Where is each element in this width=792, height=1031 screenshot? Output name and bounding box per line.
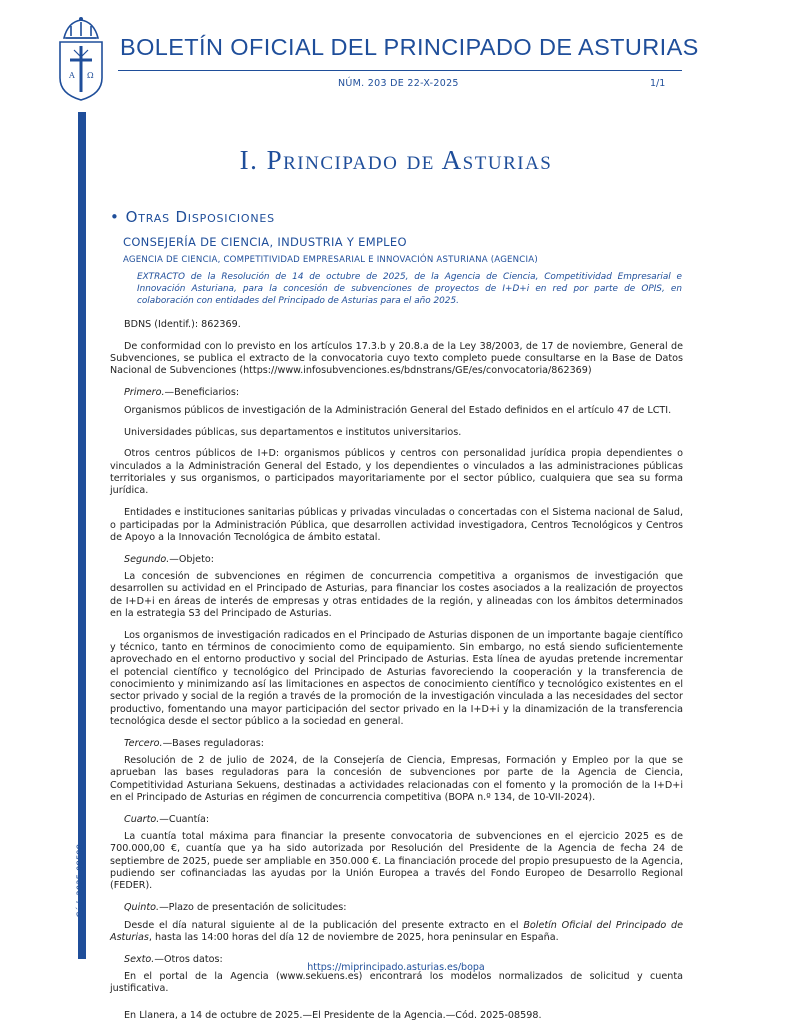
section-heading-primero: Primero.—Beneficiarios: (124, 387, 240, 399)
section-heading-sexto: Sexto.—Otros datos: (124, 953, 223, 965)
extract-summary: EXTRACTO de la Resolución de 14 de octubre de 2025, de la Agencia de Ciencia, Competitividad Empresarial e Innovación Asturiana, para la concesión de subvenciones de proyectos de I+D+i en red por parte de OPIS, en colaboración con entidades del Principado de Asturias para el año 2025. (137, 272, 682, 306)
agency-name: AGENCIA DE CIENCIA, COMPETITIVIDAD EMPRESARIAL E INNOVACIÓN ASTURIANA (AGENCIA) (123, 255, 538, 265)
subsection-title (110, 208, 275, 226)
paragraph: La cuantía total máxima para financiar la presente convocatoria de subvenciones en el ejercicio 2025 es de 700.000,00 €, cuantía que ya ha sido autorizada por Resolución del Presidente de la Agencia de fecha 24 de septiembre de 2025, puede ser ampliable en 350.000 €. La financiación procede del propio presupuesto de la Agencia, pudiendo ser cofinanciadas las ayudas por la Unión Europea a través del Fondo Europeo de Desarrollo Regional (FEDER). (110, 831, 683, 892)
footer-link[interactable]: https://miprincipado.asturias.es/bopa (307, 962, 485, 973)
svg-text:Ω: Ω (87, 71, 94, 80)
section-heading-tercero: Tercero.—Bases reguladoras: (124, 737, 264, 749)
page-number: 1/1 (650, 78, 666, 89)
closing-signature: En Llanera, a 14 de octubre de 2025.—El Presidente de la Agencia.—Cód. 2025-08598. (124, 1009, 542, 1021)
section-heading-segundo: Segundo.—Objeto: (124, 553, 214, 565)
intro-paragraph: De conformidad con lo previsto en los artículos 17.3.b y 20.8.a de la Ley 38/2003, de 17 de noviembre, General de Subvenciones, se publica el extracto de la convocatoria cuyo texto completo puede consultarse en la Base de Datos Nacional de Subvenciones (https://www.infosubvenciones.es/bdnstrans/GE/es/convocatoria/862369) (110, 340, 683, 377)
gazette-title: BOLETÍN OFICIAL DEL PRINCIPADO DE ASTURIAS (120, 34, 699, 60)
paragraph: En el portal de la Agencia (www.sekuens.es) encontrará los modelos normalizados de solicitud y cuenta justificativa. (110, 971, 683, 995)
bdns-reference: BDNS (Identif.): 862369. (124, 319, 241, 330)
side-code: Cód. 2025-08598 (76, 844, 86, 918)
paragraph: Desde el día natural siguiente al de la publicación del presente extracto en el Boletín Oficial del Principado de Asturias, hasta las 14:00 horas del día 12 de noviembre de 2025, hora peninsular en España. (110, 919, 683, 943)
subsection-label: Otras Disposiciones (125, 208, 275, 226)
paragraph: Resolución de 2 de julio de 2024, de la Consejería de Ciencia, Empresas, Formación y Empleo por la que se aprueban las bases reguladoras para la concesión de subvenciones por parte de la Agencia de Ciencia, Competitividad Asturiana Sekuens, destinadas a actividades relacionadas con el fomento y la promoción de la I+D+i en el Principado de Asturias en régimen de concurrencia competitiva (BOPA n.º 134, de 10-VII-2024). (110, 755, 683, 803)
paragraph: Entidades e instituciones sanitarias públicas y privadas vinculadas o concertadas con el Sistema nacional de Salud, o participadas por la Administración Pública, que desarrollen actividad investigadora, Centros Tecnológicos y Centros de Apoyo a la Innovación Tecnológica de ámbito estatal. (110, 507, 683, 543)
document-body (110, 319, 683, 1031)
issue-number: NÚM. 203 DE 22-X-2025 (338, 78, 459, 89)
department-name: CONSEJERÍA DE CIENCIA, INDUSTRIA Y EMPLEO (123, 235, 407, 249)
header-divider (118, 70, 682, 71)
asturias-crest-icon (56, 16, 106, 102)
paragraph: Los organismos de investigación radicados en el Principado de Asturias disponen de un importante bagaje científico y técnico, tanto en términos de conocimiento como de equipamiento. Sin embargo, no está siendo suficientemente aprovechado en el entorno productivo y social del Principado de Asturias. Esta línea de ayudas pretende incrementar el potencial científico y tecnológico del Principado de Asturias favoreciendo la cooperación y la transferencia de conocimiento y minimizando así las limitaciones en aspectos de conocimiento científico y tecnológico existentes en el sector privado y social de la región a través de la promoción de la investigación vinculada a las necesidades del sector productivo, fomentando una mayor participación del sector privado en la I+D+i y la dinamización de la transferencia tecnológica desde el sector público a la sociedad en general. (110, 629, 683, 727)
section-title: I. Principado de Asturias (239, 145, 553, 175)
paragraph: Otros centros públicos de I+D: organismos públicos y centros con personalidad jurídica propia dependientes o vinculados a la Administración General del Estado, y los dependientes o vinculados a las administraciones públicas territoriales y sus organismos, o participados mayoritariamente por el sector público, cualquiera que sea su forma jurídica. (110, 448, 683, 497)
paragraph: La concesión de subvenciones en régimen de concurrencia competitiva a organismos de investigación que desarrollen su actividad en el Principado de Asturias, para financiar los costes asociados a la realización de proyectos de I+D+i en áreas de interés de empresas y otras entidades de la región, y alineadas con los ámbitos determinados en la estrategia S3 del Principado de Asturias. (110, 571, 683, 619)
paragraph: Organismos públicos de investigación de la Administración General del Estado definidos en el artículo 47 de LCTI. (124, 404, 672, 416)
svg-text:A: A (69, 71, 75, 80)
section-heading-quinto: Quinto.—Plazo de presentación de solicitudes: (124, 902, 347, 914)
paragraph: Universidades públicas, sus departamentos e institutos universitarios. (124, 426, 462, 438)
side-bar (78, 112, 86, 959)
section-heading-cuarto: Cuarto.—Cuantía: (124, 813, 210, 825)
bullet-icon: • (110, 208, 120, 226)
